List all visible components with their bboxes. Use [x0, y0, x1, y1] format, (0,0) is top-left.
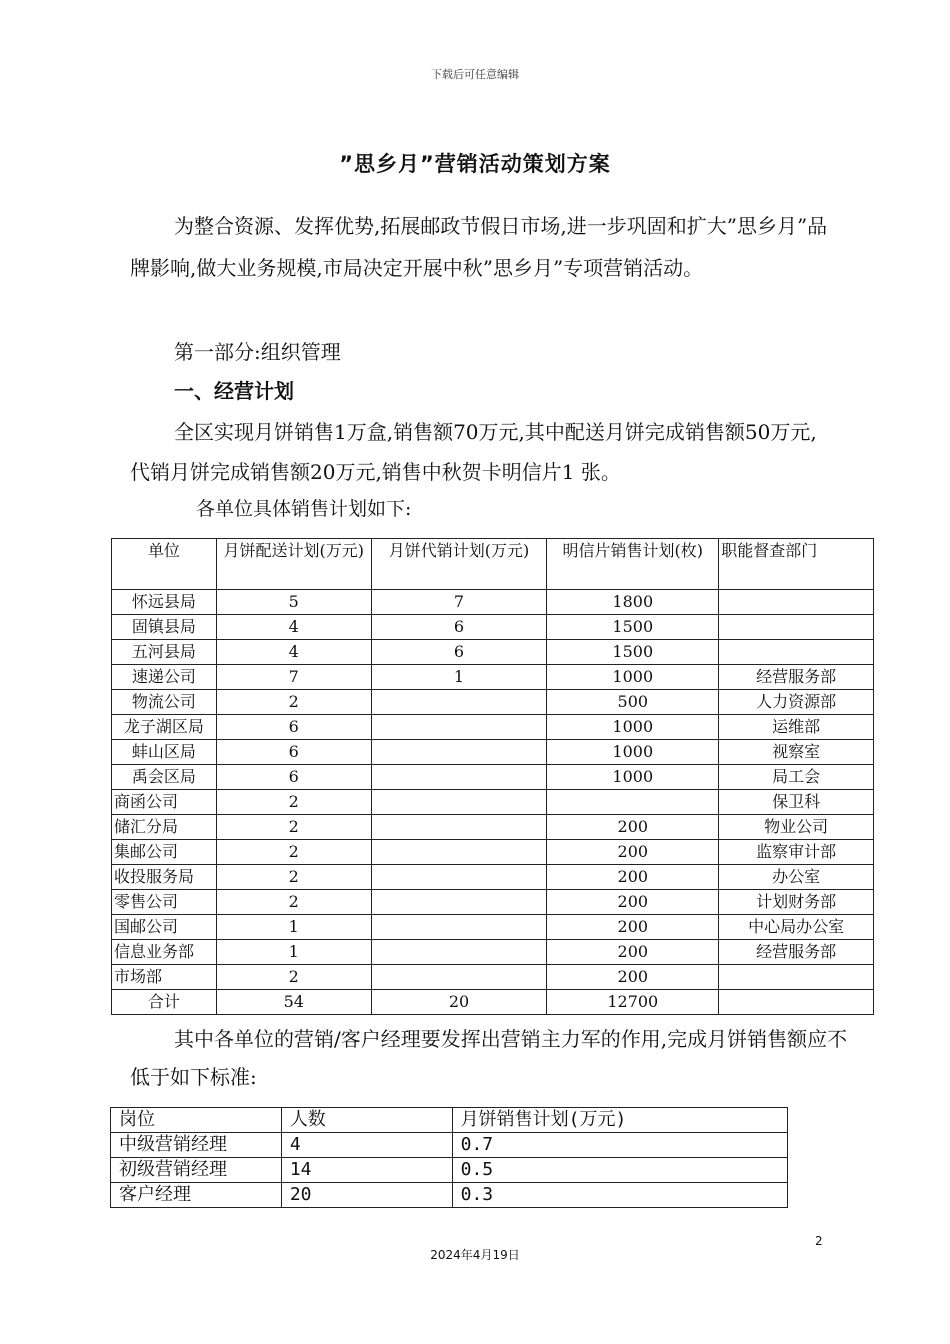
table-cell: 怀远县局	[112, 590, 217, 615]
table-cell: 物流公司	[112, 690, 217, 715]
table-cell: 4	[216, 640, 371, 665]
table-cell: 7	[216, 665, 371, 690]
table-cell: 4	[281, 1133, 452, 1158]
table-cell: 5	[216, 590, 371, 615]
table-cell	[719, 615, 874, 640]
table-cell: 办公室	[719, 865, 874, 890]
table-cell: 五河县局	[112, 640, 217, 665]
table-cell	[371, 915, 547, 940]
footer-date: 2024年4月19日	[430, 1248, 520, 1262]
section-heading: 一、经营计划	[174, 379, 294, 403]
table-cell	[371, 865, 547, 890]
page-number: 2	[815, 1234, 823, 1248]
table-cell: 200	[547, 965, 719, 990]
table-row	[112, 915, 874, 940]
table-cell	[719, 965, 874, 990]
table-cell: 1500	[547, 640, 719, 665]
header-cell: 月饼配送计划(万元)	[216, 539, 371, 590]
table-cell	[371, 790, 547, 815]
table-cell: 人数	[281, 1108, 452, 1133]
after-table-paragraph: 其中各单位的营销/客户经理要发挥出营销主力军的作用,完成月饼销售额应不低于如下标准:	[130, 1027, 848, 1089]
table-cell: 运维部	[719, 715, 874, 740]
table-cell: 500	[547, 690, 719, 715]
table-row	[112, 815, 874, 840]
table-row	[112, 715, 874, 740]
table-cell	[371, 690, 547, 715]
table-header-row	[112, 539, 874, 590]
table-cell: 200	[547, 840, 719, 865]
table-cell: 初级营销经理	[111, 1158, 282, 1183]
table-cell: 2	[216, 790, 371, 815]
table-cell: 6	[371, 615, 547, 640]
plan-paragraph: 全区实现月饼销售1万盒,销售额70万元,其中配送月饼完成销售额50万元,代销月饼完成销售额20万元,销售中秋贺卡明信片1 张。	[130, 420, 817, 484]
table-cell: 1800	[547, 590, 719, 615]
table-cell: 经营服务部	[719, 940, 874, 965]
table-row	[111, 1133, 788, 1158]
table-cell: 6	[216, 715, 371, 740]
manager-target-table	[110, 1107, 788, 1208]
table-row	[112, 690, 874, 715]
table-cell: 1000	[547, 765, 719, 790]
table-row	[111, 1183, 788, 1208]
table-cell: 2	[216, 815, 371, 840]
table-cell: 经营服务部	[719, 665, 874, 690]
table-cell: 0.7	[452, 1133, 787, 1158]
table-cell: 200	[547, 940, 719, 965]
table-cell	[371, 765, 547, 790]
table-cell: 1000	[547, 740, 719, 765]
table-row	[111, 1108, 788, 1133]
table-cell: 国邮公司	[112, 915, 217, 940]
table-row	[112, 640, 874, 665]
sales-plan-table	[111, 538, 874, 1015]
part-heading: 第一部分:组织管理	[174, 340, 341, 364]
table-row	[112, 890, 874, 915]
table-cell: 局工会	[719, 765, 874, 790]
table-cell: 0.3	[452, 1183, 787, 1208]
table-cell: 龙子湖区局	[112, 715, 217, 740]
table-cell	[371, 715, 547, 740]
table-cell: 合计	[112, 990, 217, 1015]
table-cell	[371, 940, 547, 965]
header-cell: 月饼代销计划(万元)	[371, 539, 547, 590]
table-cell: 54	[216, 990, 371, 1015]
table-cell: 2	[216, 890, 371, 915]
table-cell: 2	[216, 965, 371, 990]
table-cell: 中级营销经理	[111, 1133, 282, 1158]
table-cell: 速递公司	[112, 665, 217, 690]
table-row	[112, 965, 874, 990]
table-cell: 蚌山区局	[112, 740, 217, 765]
table-row	[112, 615, 874, 640]
page-header: 下载后可任意编辑	[431, 68, 519, 81]
table-cell: 4	[216, 615, 371, 640]
table-row	[112, 765, 874, 790]
table-cell: 禹会区局	[112, 765, 217, 790]
table-cell: 6	[216, 740, 371, 765]
table-cell: 客户经理	[111, 1183, 282, 1208]
table-row	[111, 1158, 788, 1183]
table-cell: 固镇县局	[112, 615, 217, 640]
table-row	[112, 665, 874, 690]
table-cell	[719, 990, 874, 1015]
table-row	[112, 790, 874, 815]
table-cell	[547, 790, 719, 815]
table-row	[112, 740, 874, 765]
document-title: ”思乡月”营销活动策划方案	[339, 152, 611, 176]
table-cell: 中心局办公室	[719, 915, 874, 940]
header-cell: 职能督查部门	[719, 539, 874, 590]
table-row	[112, 940, 874, 965]
header-cell: 明信片销售计划(枚)	[547, 539, 719, 590]
table-cell: 2	[216, 690, 371, 715]
table-cell: 保卫科	[719, 790, 874, 815]
table-cell	[719, 590, 874, 615]
table-cell: 人力资源部	[719, 690, 874, 715]
intro-paragraph: 为整合资源、发挥优势,拓展邮政节假日市场,进一步巩固和扩大”思乡月”品牌影响,做大业务规模,市局决定开展中秋”思乡月”专项营销活动。	[130, 214, 828, 280]
table-cell: 0.5	[452, 1158, 787, 1183]
table-cell: 20	[371, 990, 547, 1015]
table-cell	[371, 740, 547, 765]
table-cell: 视察室	[719, 740, 874, 765]
table-cell: 储汇分局	[112, 815, 217, 840]
table-cell: 收投服务局	[112, 865, 217, 890]
table-intro: 各单位具体销售计划如下:	[196, 498, 412, 520]
table-cell	[371, 840, 547, 865]
table-cell: 计划财务部	[719, 890, 874, 915]
table-cell: 1	[216, 915, 371, 940]
table-cell: 集邮公司	[112, 840, 217, 865]
table-cell	[371, 890, 547, 915]
table-cell: 200	[547, 815, 719, 840]
table-cell: 市场部	[112, 965, 217, 990]
table-cell: 6	[371, 640, 547, 665]
table-cell: 20	[281, 1183, 452, 1208]
table-row	[112, 865, 874, 890]
table-cell: 1	[371, 665, 547, 690]
table-cell: 200	[547, 915, 719, 940]
table-row	[112, 840, 874, 865]
table-cell: 6	[216, 765, 371, 790]
header-cell: 单位	[112, 539, 217, 590]
table-cell: 1000	[547, 715, 719, 740]
table-cell: 信息业务部	[112, 940, 217, 965]
table-cell: 监察审计部	[719, 840, 874, 865]
table-cell: 1000	[547, 665, 719, 690]
table-cell: 200	[547, 890, 719, 915]
table-cell	[371, 965, 547, 990]
table-cell: 1500	[547, 615, 719, 640]
table-cell: 2	[216, 840, 371, 865]
table-cell: 1	[216, 940, 371, 965]
table-cell: 月饼销售计划(万元)	[452, 1108, 787, 1133]
table-row	[112, 990, 874, 1015]
table-row	[112, 590, 874, 615]
table-cell: 物业公司	[719, 815, 874, 840]
table-cell: 岗位	[111, 1108, 282, 1133]
table-cell: 12700	[547, 990, 719, 1015]
table-cell	[719, 640, 874, 665]
table-cell: 商函公司	[112, 790, 217, 815]
table-cell: 7	[371, 590, 547, 615]
table-cell: 14	[281, 1158, 452, 1183]
table-cell: 200	[547, 865, 719, 890]
table-cell: 零售公司	[112, 890, 217, 915]
table-cell: 2	[216, 865, 371, 890]
table-cell	[371, 815, 547, 840]
